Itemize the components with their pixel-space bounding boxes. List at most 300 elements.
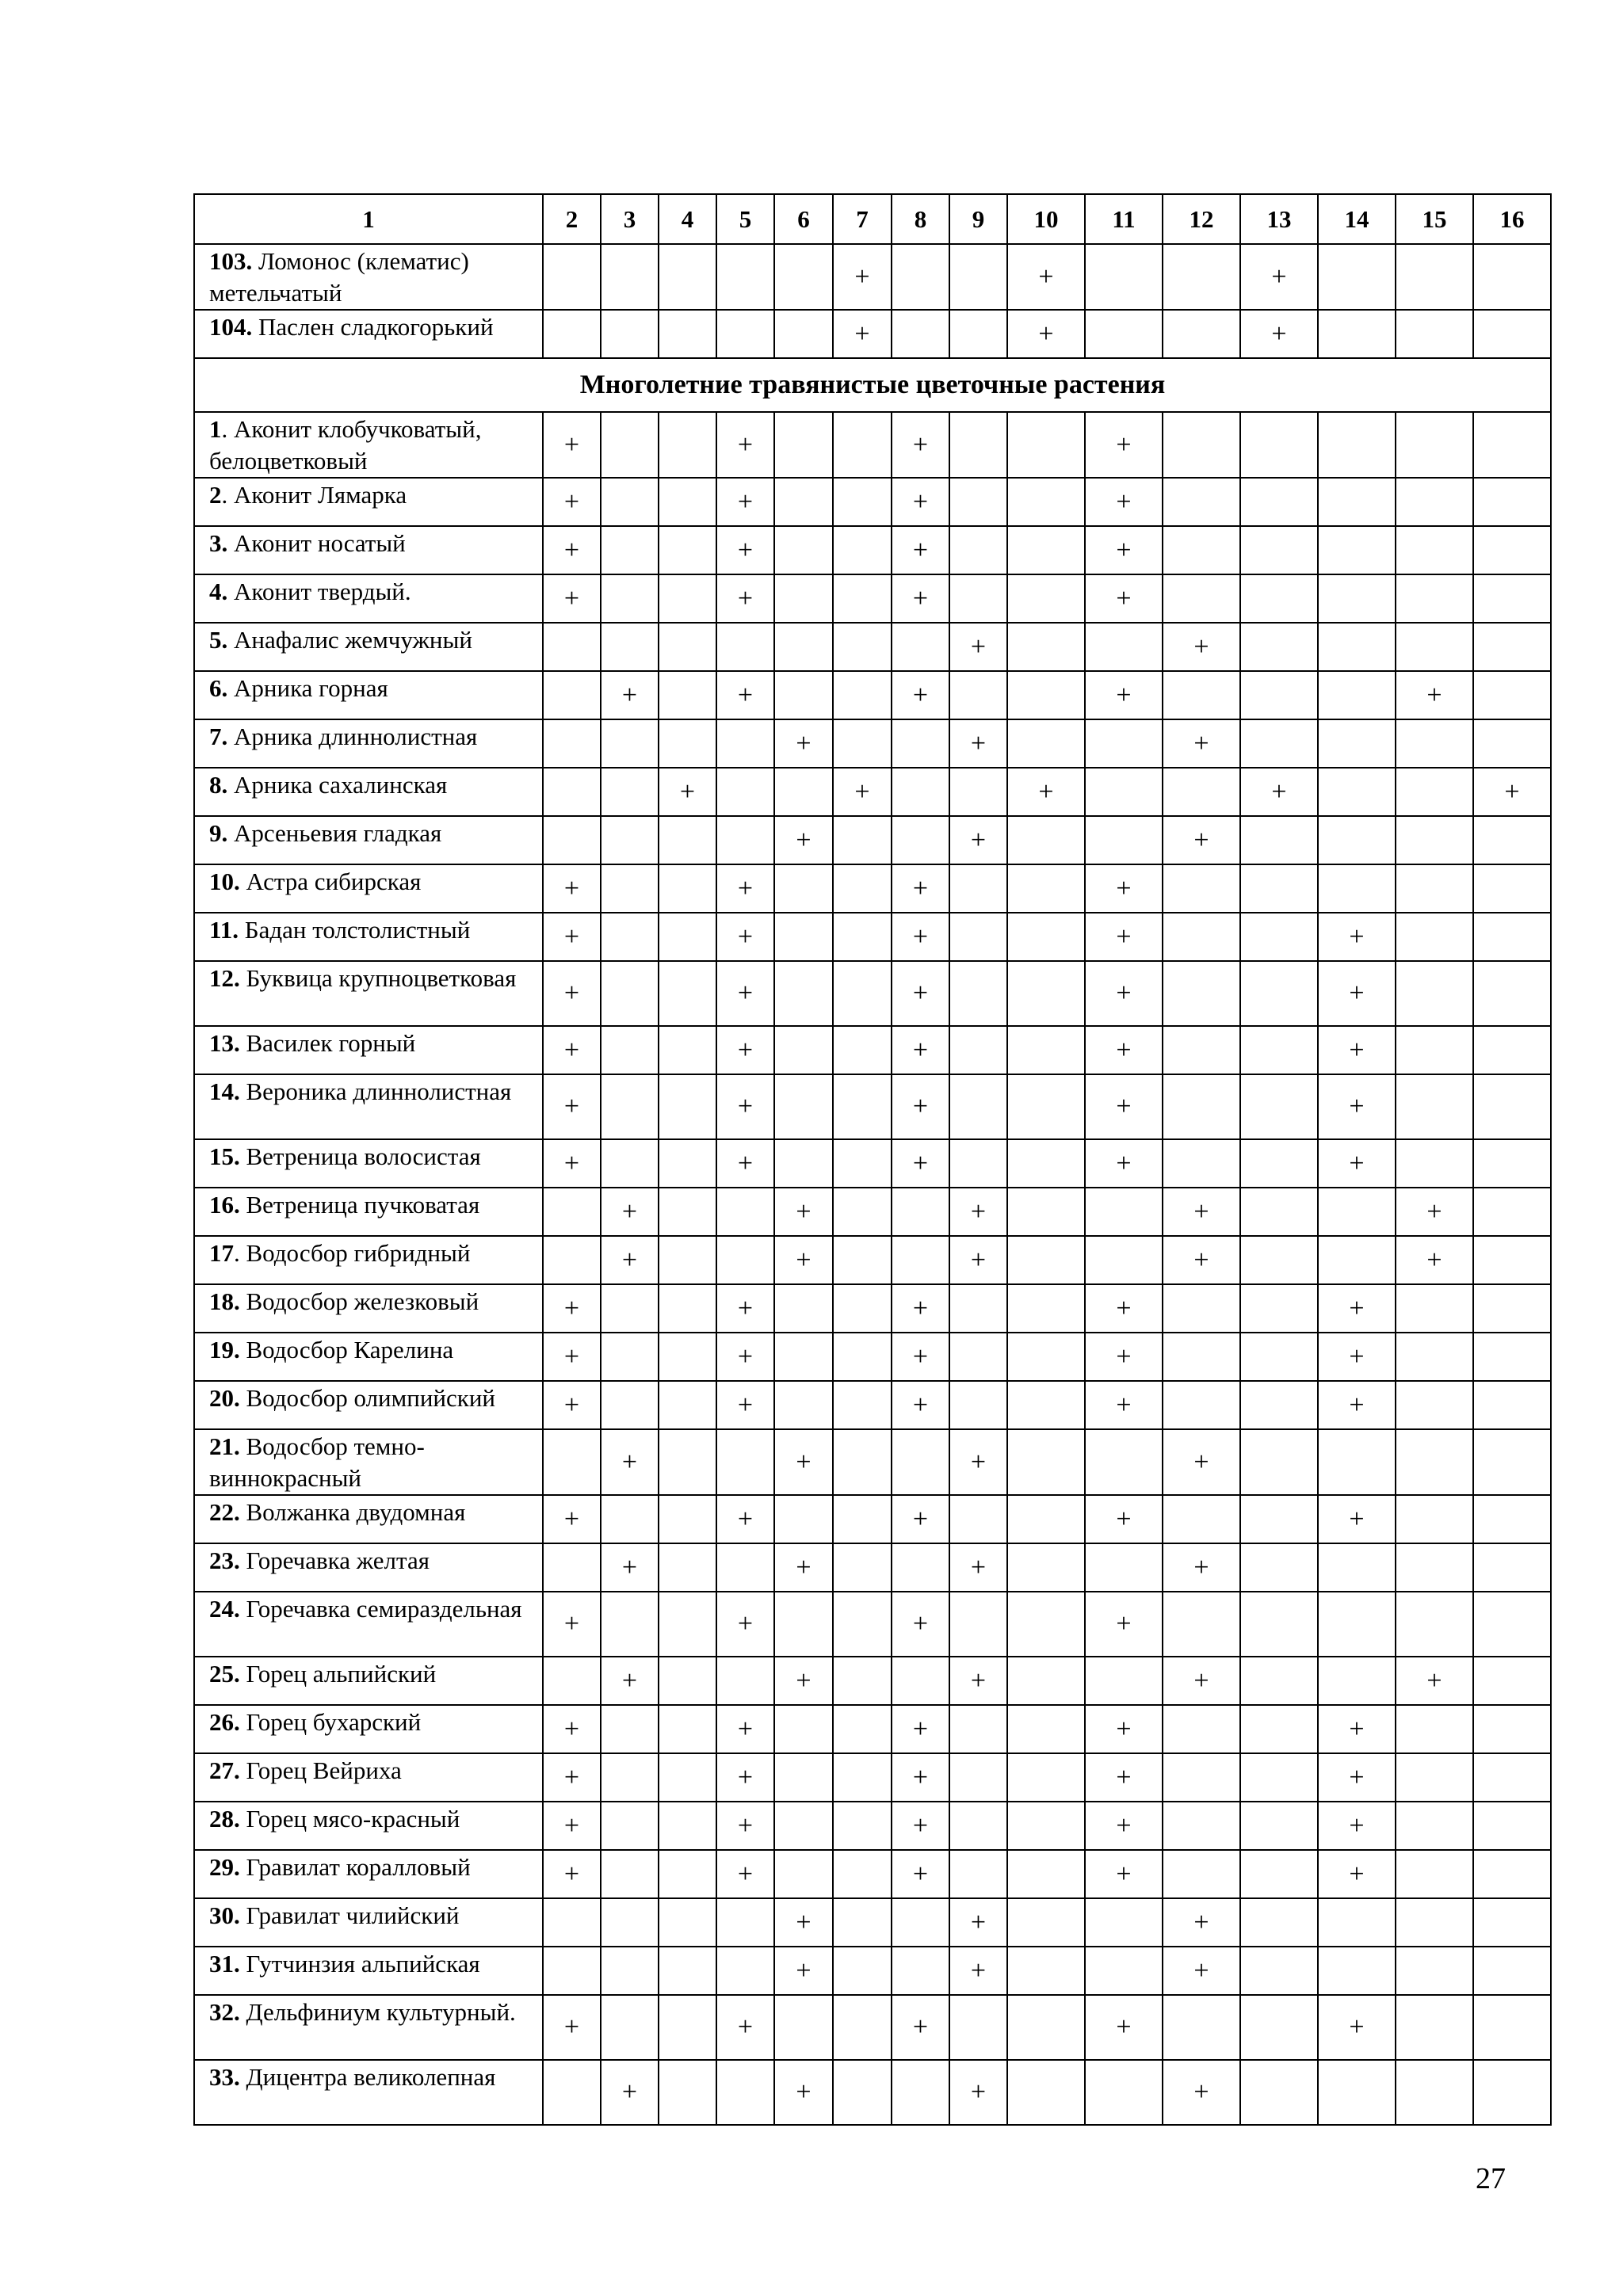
mark-cell [1473,1188,1551,1236]
mark-cell [1396,1592,1473,1657]
mark-cell [1396,1188,1473,1236]
mark-cell [1318,1429,1396,1495]
mark-cell [659,816,716,864]
row-number: 19. [209,1336,240,1363]
mark-cell [1163,1753,1240,1802]
mark-cell [659,2060,716,2125]
mark-cell [833,1495,892,1543]
mark-cell [774,1592,833,1657]
mark-cell [1007,1236,1085,1284]
table-row [194,574,1551,623]
mark-cell [1396,1074,1473,1139]
mark-cell [949,1753,1007,1802]
mark-cell [543,1753,601,1802]
mark-cell [892,1236,949,1284]
mark-cell [774,412,833,478]
mark-cell [1396,1236,1473,1284]
column-header-3: 3 [601,194,659,244]
mark-cell [833,1381,892,1429]
mark-cell [1163,1236,1240,1284]
plus-mark: + [912,583,929,613]
mark-cell [1396,1850,1473,1898]
mark-cell [1473,1381,1551,1429]
plant-name: Арника сахалинская [227,771,448,799]
mark-cell [543,1429,601,1495]
mark-cell [892,623,949,671]
mark-cell [601,719,659,768]
mark-cell [892,1592,949,1657]
mark-cell [833,1995,892,2060]
plus-mark: + [796,1552,812,1582]
plant-name-cell [194,1381,543,1429]
table-row [194,961,1551,1026]
mark-cell [949,671,1007,719]
table-row [194,864,1551,913]
mark-cell [1240,526,1318,574]
plus-mark: + [1271,261,1287,292]
mark-cell [833,623,892,671]
mark-cell [949,1543,1007,1592]
column-header-12: 12 [1163,194,1240,244]
mark-cell [1396,1284,1473,1333]
mark-cell [1240,1074,1318,1139]
mark-cell [1007,1429,1085,1495]
plus-mark: + [1038,261,1054,292]
plus-mark: + [970,1196,987,1226]
row-number: 22. [209,1498,240,1526]
plant-name: Вероника длиннолистная [239,1077,512,1105]
plant-name-cell [194,1139,543,1188]
mark-cell [659,1705,716,1753]
row-number: 17 [209,1239,234,1267]
mark-cell [716,1188,774,1236]
mark-cell [1318,1495,1396,1543]
plant-name: Горец мясо-красный [239,1805,460,1833]
mark-cell [833,961,892,1026]
mark-cell [1085,574,1163,623]
mark-cell [659,1947,716,1995]
mark-cell [1240,1495,1318,1543]
mark-cell [601,816,659,864]
mark-cell [892,961,949,1026]
mark-cell [1085,1995,1163,2060]
row-number: 104. [209,313,253,341]
plus-mark: + [1193,1955,1209,1985]
plus-mark: + [1116,1609,1132,1638]
row-number: 13. [209,1029,240,1057]
mark-cell [1240,1753,1318,1802]
mark-cell [1163,1381,1240,1429]
plus-mark: + [912,921,929,952]
mark-cell [1240,719,1318,768]
mark-cell [1396,1429,1473,1495]
mark-cell [716,623,774,671]
plus-mark: + [970,1245,987,1275]
mark-cell [833,1657,892,1705]
plus-mark: + [563,873,580,903]
mark-cell [1240,310,1318,358]
mark-cell [949,1898,1007,1947]
plant-name-cell [194,574,543,623]
mark-cell [1318,816,1396,864]
mark-cell [716,1333,774,1381]
plus-mark: + [796,1447,812,1477]
plus-mark: + [563,1609,580,1638]
mark-cell [1007,623,1085,671]
plant-name: Арника длиннолистная [227,723,478,750]
plus-mark: + [1504,776,1520,807]
mark-cell [659,1898,716,1947]
mark-cell [1473,961,1551,1026]
mark-cell [1396,1139,1473,1188]
mark-cell [1085,913,1163,961]
mark-cell [774,913,833,961]
mark-cell [1240,478,1318,526]
mark-cell [949,1074,1007,1139]
mark-cell [1318,2060,1396,2125]
mark-cell [1007,1898,1085,1947]
table-row [194,719,1551,768]
mark-cell [543,1284,601,1333]
mark-cell [892,1850,949,1898]
mark-cell [1473,1592,1551,1657]
mark-cell [1007,1026,1085,1074]
plus-mark: + [796,728,812,758]
mark-cell [1240,1898,1318,1947]
mark-cell [543,1074,601,1139]
mark-cell [892,1898,949,1947]
mark-cell [1007,1543,1085,1592]
mark-cell [1007,1284,1085,1333]
mark-cell [892,1753,949,1802]
mark-cell [949,1947,1007,1995]
mark-cell [1473,244,1551,310]
mark-cell [601,310,659,358]
mark-cell [716,1381,774,1429]
mark-cell [543,768,601,816]
mark-cell [892,1381,949,1429]
plus-mark: + [563,1810,580,1840]
plus-mark: + [912,1762,929,1792]
row-number: 2 [209,481,222,509]
mark-cell [659,1074,716,1139]
mark-cell [949,1188,1007,1236]
mark-cell [601,1657,659,1705]
mark-cell [601,1429,659,1495]
plus-mark: + [563,1714,580,1744]
mark-cell [1318,1139,1396,1188]
mark-cell [543,1850,601,1898]
mark-cell [1085,244,1163,310]
mark-cell [949,1705,1007,1753]
plus-mark: + [563,1504,580,1534]
mark-cell [1473,1705,1551,1753]
mark-cell [833,1705,892,1753]
plant-name: Аконит твердый. [227,578,411,605]
mark-cell [1163,1074,1240,1139]
mark-cell [1473,1657,1551,1705]
mark-cell [1163,244,1240,310]
row-number: 27. [209,1756,240,1784]
mark-cell [659,244,716,310]
mark-cell [543,310,601,358]
page-number: 27 [1476,2162,1506,2195]
plus-mark: + [912,680,929,710]
mark-cell [949,244,1007,310]
mark-cell [1163,1850,1240,1898]
mark-cell [1318,623,1396,671]
plus-mark: + [737,978,754,1008]
column-header-1: 1 [194,194,543,244]
plus-mark: + [1271,776,1287,807]
mark-cell [892,1802,949,1850]
mark-cell [1007,2060,1085,2125]
mark-cell [601,1753,659,1802]
mark-cell [543,1705,601,1753]
mark-cell [1318,719,1396,768]
mark-cell [833,768,892,816]
row-number: 23. [209,1547,240,1574]
plant-name: . Аконит Лямарка [221,481,407,509]
plant-name: Василек горный [239,1029,416,1057]
plus-mark: + [737,1341,754,1371]
mark-cell [1007,1657,1085,1705]
row-number: 25. [209,1660,240,1688]
mark-cell [1085,526,1163,574]
mark-cell [1163,864,1240,913]
mark-cell [601,244,659,310]
mark-cell [833,1802,892,1850]
mark-cell [1085,412,1163,478]
mark-cell [1396,1657,1473,1705]
row-number: 21. [209,1432,240,1460]
mark-cell [1318,1026,1396,1074]
mark-cell [659,1802,716,1850]
mark-cell [892,1947,949,1995]
mark-cell [543,1995,601,2060]
mark-cell [774,623,833,671]
mark-cell [716,1236,774,1284]
mark-cell [1473,1139,1551,1188]
mark-cell [716,574,774,623]
mark-cell [601,623,659,671]
mark-cell [833,1850,892,1898]
mark-cell [601,1188,659,1236]
mark-cell [1007,1495,1085,1543]
mark-cell [659,623,716,671]
mark-cell [892,913,949,961]
plus-mark: + [854,261,870,292]
column-header-6: 6 [774,194,833,244]
mark-cell [833,1074,892,1139]
mark-cell [833,671,892,719]
plus-mark: + [970,1552,987,1582]
row-number: 24. [209,1595,240,1623]
row-number: 20. [209,1384,240,1412]
mark-cell [1085,1705,1163,1753]
mark-cell [543,1495,601,1543]
mark-cell [1240,768,1318,816]
mark-cell [949,574,1007,623]
mark-cell [1085,1947,1163,1995]
mark-cell [774,671,833,719]
mark-cell [774,1429,833,1495]
plus-mark: + [563,978,580,1008]
mark-cell [1473,1802,1551,1850]
mark-cell [1396,864,1473,913]
mark-cell [1007,478,1085,526]
mark-cell [892,1543,949,1592]
mark-cell [1396,1705,1473,1753]
plus-mark: + [1349,1293,1365,1323]
row-number: 14. [209,1077,240,1105]
mark-cell [1396,961,1473,1026]
plus-mark: + [1038,318,1054,349]
column-header-9: 9 [949,194,1007,244]
plant-name: Водосбор железковый [239,1287,479,1315]
plus-mark: + [1116,1293,1132,1323]
mark-cell [543,1333,601,1381]
mark-cell [1473,864,1551,913]
mark-cell [543,1139,601,1188]
plus-mark: + [563,1092,580,1121]
mark-cell [1318,574,1396,623]
row-number: 6. [209,674,228,702]
mark-cell [774,1947,833,1995]
plus-mark: + [1193,1552,1209,1582]
plus-mark: + [1426,1196,1442,1226]
column-header-5: 5 [716,194,774,244]
plus-mark: + [737,1390,754,1420]
mark-cell [774,526,833,574]
mark-cell [1085,1381,1163,1429]
plus-mark: + [737,873,754,903]
mark-cell [543,816,601,864]
row-number: 11. [209,916,239,944]
mark-cell [543,244,601,310]
mark-cell [1163,1898,1240,1947]
mark-cell [1007,1947,1085,1995]
plus-mark: + [1349,1504,1365,1534]
plus-mark: + [912,1390,929,1420]
mark-cell [774,310,833,358]
row-number: 18. [209,1287,240,1315]
mark-cell [1473,1543,1551,1592]
table-row [194,1657,1551,1705]
mark-cell [892,1188,949,1236]
row-number: 103. [209,247,253,275]
plus-mark: + [563,486,580,517]
plant-name-cell [194,913,543,961]
mark-cell [1163,1495,1240,1543]
plus-mark: + [912,978,929,1008]
mark-cell [1473,1429,1551,1495]
mark-cell [716,864,774,913]
mark-cell [1240,1705,1318,1753]
mark-cell [1163,526,1240,574]
mark-cell [1318,1333,1396,1381]
mark-cell [659,864,716,913]
mark-cell [601,1139,659,1188]
mark-cell [1085,478,1163,526]
mark-cell [543,864,601,913]
mark-cell [1240,1333,1318,1381]
mark-cell [1163,1947,1240,1995]
row-number: 31. [209,1950,240,1978]
row-number: 29. [209,1853,240,1881]
plant-name-cell [194,1898,543,1947]
mark-cell [949,526,1007,574]
plant-name: Горец альпийский [239,1660,437,1688]
mark-cell [659,913,716,961]
table-row [194,1947,1551,1995]
mark-cell [1163,768,1240,816]
mark-cell [1318,526,1396,574]
mark-cell [716,1657,774,1705]
plus-mark: + [737,1035,754,1065]
mark-cell [1240,1139,1318,1188]
mark-cell [659,961,716,1026]
mark-cell [1085,1236,1163,1284]
plus-mark: + [1116,1341,1132,1371]
mark-cell [601,1995,659,2060]
mark-cell [949,961,1007,1026]
table-row [194,1333,1551,1381]
plus-mark: + [563,535,580,565]
plus-mark: + [970,1955,987,1985]
mark-cell [1240,1026,1318,1074]
mark-cell [1318,1381,1396,1429]
mark-cell [949,1592,1007,1657]
mark-cell [949,1429,1007,1495]
plus-mark: + [912,429,929,460]
mark-cell [716,1850,774,1898]
mark-cell [949,1139,1007,1188]
plant-name-cell [194,961,543,1026]
table-row [194,1188,1551,1236]
mark-cell [1163,478,1240,526]
mark-cell [1007,1802,1085,1850]
mark-cell [601,526,659,574]
plus-mark: + [1193,1245,1209,1275]
plus-mark: + [1116,1035,1132,1065]
mark-cell [601,1026,659,1074]
mark-cell [659,1026,716,1074]
mark-cell [1085,1074,1163,1139]
mark-cell [892,574,949,623]
plus-mark: + [1349,1341,1365,1371]
column-header-10: 10 [1007,194,1085,244]
plant-name-cell [194,244,543,310]
plant-name: Гравилат чилийский [239,1901,460,1929]
mark-cell [716,1284,774,1333]
mark-cell [774,1705,833,1753]
plus-mark: + [621,1665,638,1695]
plant-name-cell [194,768,543,816]
mark-cell [1163,1543,1240,1592]
mark-cell [543,623,601,671]
plant-name: Ветреница пучковатая [239,1191,480,1219]
plus-mark: + [1193,825,1209,855]
mark-cell [833,244,892,310]
plus-mark: + [970,2077,987,2107]
mark-cell [1318,310,1396,358]
mark-cell [543,478,601,526]
mark-cell [1007,671,1085,719]
plus-mark: + [912,1859,929,1889]
plant-name-cell [194,1236,543,1284]
plant-name-cell [194,1188,543,1236]
